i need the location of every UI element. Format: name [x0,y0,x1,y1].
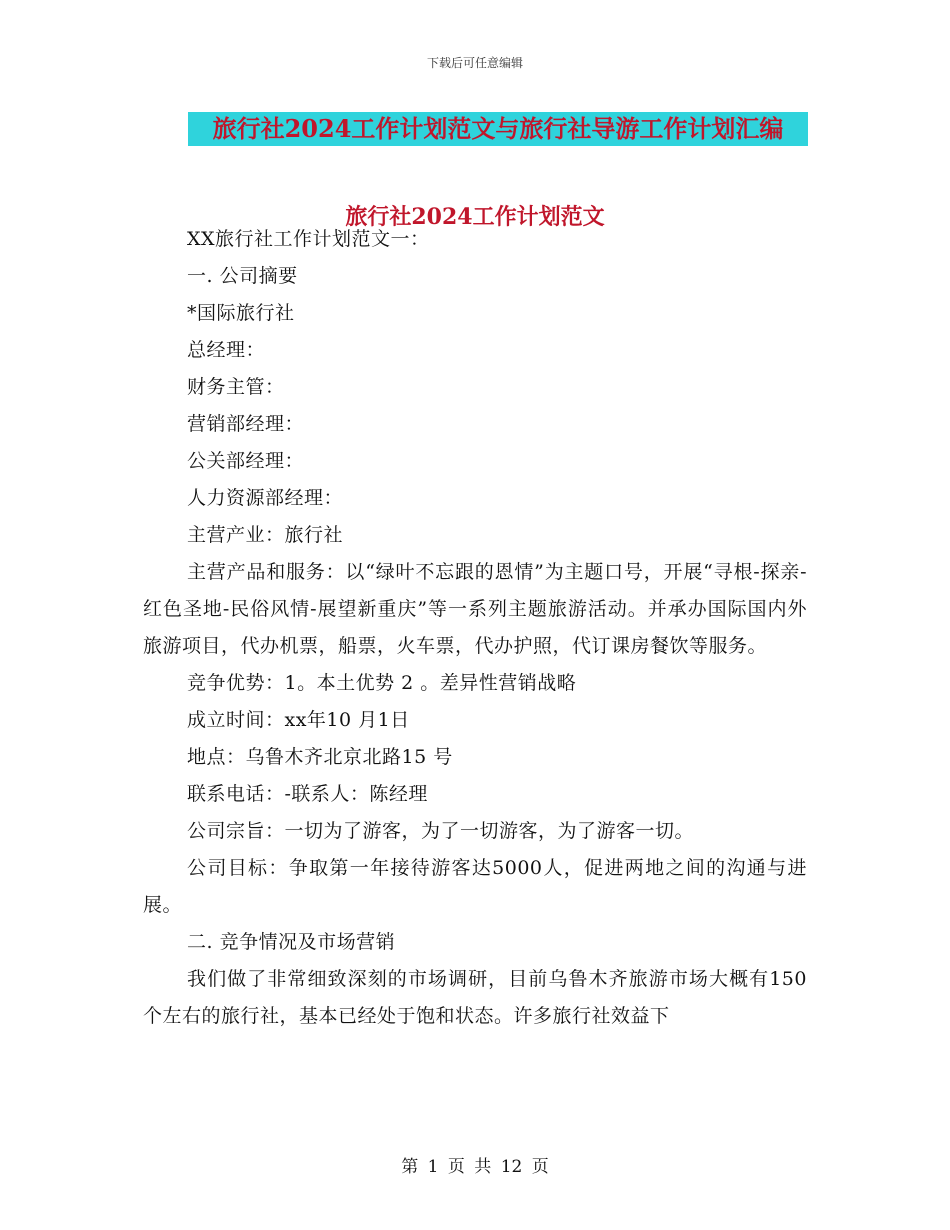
paragraph: 主营产品和服务：以“绿叶不忘跟的恩情”为主题口号，开展“寻根-探亲-红色圣地-民俗风情-展望新重庆”等一系列主题旅游活动。并承办国际国内外旅游项目，代办机票，船票，火车票，代办护照，代订课房餐饮等服务。 [143,561,807,657]
paragraph: *国际旅行社 [187,302,295,324]
paragraph: 成立时间：xx年10 月1日 [187,709,410,731]
paragraph: 我们做了非常细致深刻的市场调研，目前乌鲁木齐旅游市场大概有150 个左右的旅行社，基本已经处于饱和状态。许多旅行社效益下 [143,968,807,1027]
paragraph: 竞争优势：1。本土优势 2 。差异性营销战略 [187,672,577,694]
section-title: 旅行社2024工作计划范文 [345,204,605,230]
paragraph: 联系电话：-联系人：陈经理 [187,783,428,805]
paragraph: 总经理： [187,339,266,361]
paragraph: 公司宗旨：一切为了游客，为了一切游客，为了游客一切。 [187,820,695,842]
paragraph: 一. 公司摘要 [187,265,298,287]
paragraph: 地点：乌鲁木齐北京北路15 号 [187,746,453,768]
paragraph: 公司目标：争取第一年接待游客达5000人，促进两地之间的沟通与进展。 [143,857,807,916]
paragraph: 公关部经理： [187,450,305,472]
document-main-title: 旅行社2024工作计划范文与旅行社导游工作计划汇编 [188,112,808,146]
paragraph: 营销部经理： [187,413,305,435]
paragraph: 二. 竞争情况及市场营销 [187,931,396,953]
paragraph: 财务主管： [187,376,285,398]
document-body [143,221,807,1035]
page-footer: 第 1 页 共 12 页 [401,1157,549,1177]
paragraph: XX旅行社工作计划范文一： [187,228,430,250]
header-note: 下载后可任意编辑 [426,56,523,70]
paragraph: 主营产业：旅行社 [187,524,344,546]
paragraph: 人力资源部经理： [187,487,344,509]
